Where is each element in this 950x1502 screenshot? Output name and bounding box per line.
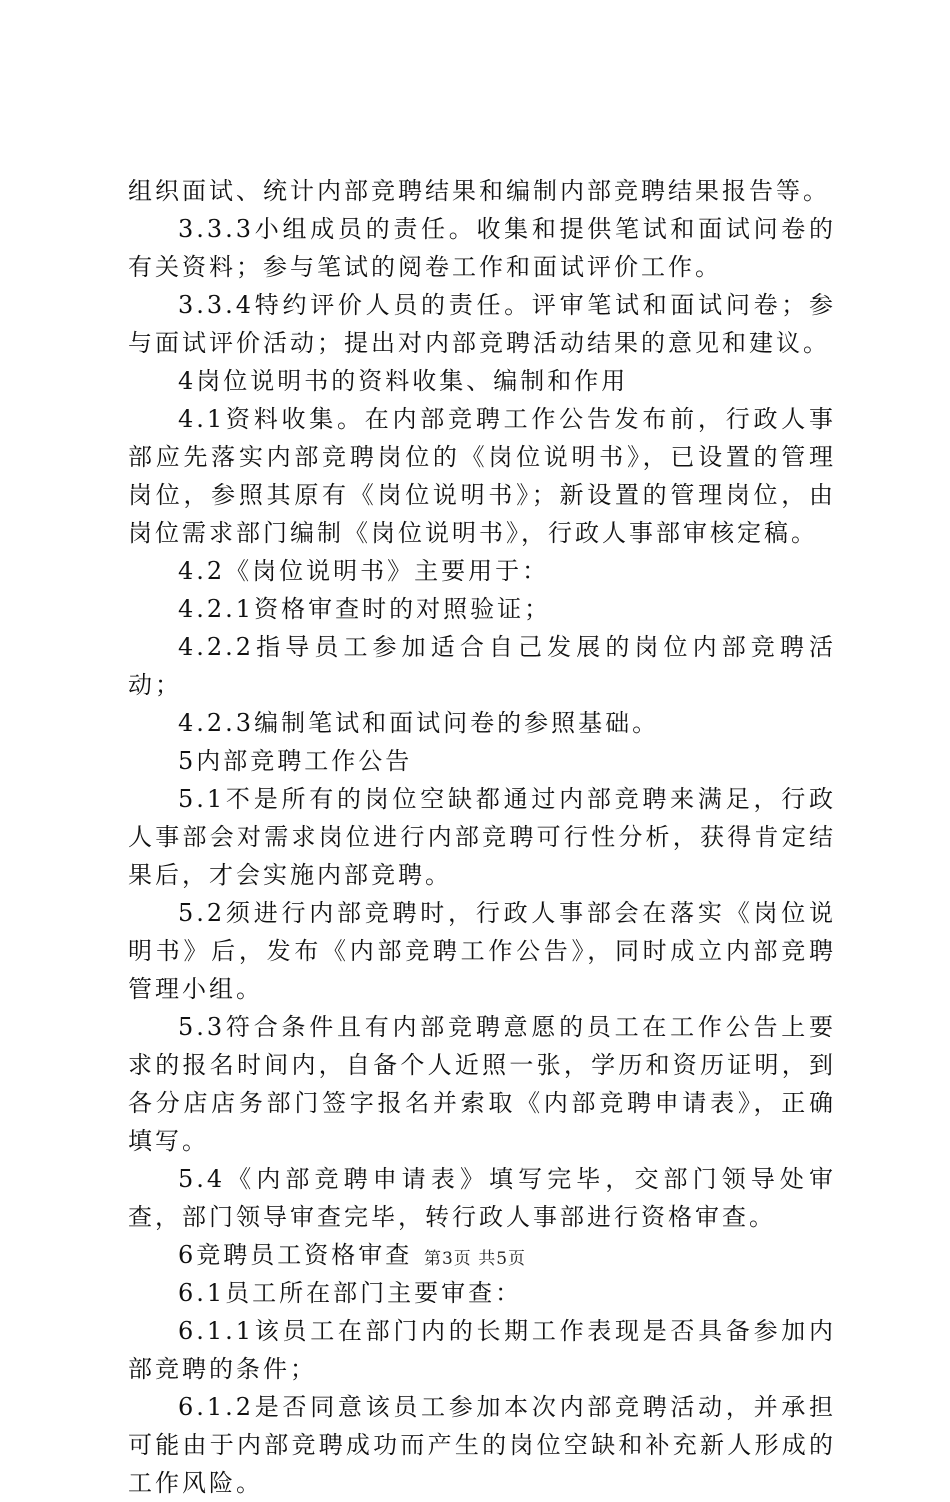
paragraph-5: 4.1资料收集。在内部竞聘工作公告发布前，行政人事部应先落实内部竞聘岗位的《岗位说明书》，已设置的管理岗位，参照其原有《岗位说明书》；新设置的管理岗位，由岗位需求部门编制《岗位说明书》，行政人事部审核定稿。 [128,405,836,547]
paragraph-3: 3.3.4特约评价人员的责任。评审笔试和面试问卷；参与面试评价活动；提出对内部竞聘活动结果的意见和建议。 [128,291,836,357]
paragraph-17: 6.1.1该员工在部门内的长期工作表现是否具备参加内部竞聘的条件； [128,1317,836,1383]
section-heading-5: 5内部竞聘工作公告 [178,747,413,775]
paragraph-14: 5.4《内部竞聘申请表》填写完毕，交部门领导处审查，部门领导审查完毕，转行政人事部进行资格审查。 [128,1165,836,1231]
paragraph-6: 4.2《岗位说明书》主要用于： [178,557,550,585]
paragraph-13: 5.3符合条件且有内部竞聘意愿的员工在工作公告上要求的报名时间内，自备个人近照一张，学历和资历证明，到各分店店务部门签字报名并索取《内部竞聘申请表》，正确填写。 [128,1013,836,1155]
section-heading-4: 4岗位说明书的资料收集、编制和作用 [178,367,629,395]
paragraph-8: 4.2.2指导员工参加适合自己发展的岗位内部竞聘活动； [128,633,836,699]
paragraph-7: 4.2.1资格审查时的对照验证； [178,595,552,623]
page-footer: 第3页 共5页 [423,1249,527,1269]
paragraph-16: 6.1员工所在部门主要审查： [178,1279,523,1307]
paragraph-11: 5.1不是所有的岗位空缺都通过内部竞聘来满足，行政人事部会对需求岗位进行内部竞聘可行性分析，获得肯定结果后，才会实施内部竞聘。 [128,785,836,889]
paragraph-12: 5.2须进行内部竞聘时，行政人事部会在落实《岗位说明书》后，发布《内部竞聘工作公告》，同时成立内部竞聘管理小组。 [128,899,836,1003]
paragraph-2: 3.3.3小组成员的责任。收集和提供笔试和面试问卷的有关资料；参与笔试的阅卷工作和面试评价工作。 [128,215,836,281]
section-heading-6: 6竞聘员工资格审查 [178,1241,413,1269]
paragraph-1: 组织面试、统计内部竞聘结果和编制内部竞聘结果报告等。 [128,177,830,205]
paragraph-9: 4.2.3编制笔试和面试问卷的参照基础。 [178,709,660,737]
paragraph-18: 6.1.2是否同意该员工参加本次内部竞聘活动，并承担可能由于内部竞聘成功而产生的岗位空缺和补充新人形成的工作风险。 [128,1393,836,1497]
document-body [128,172,836,1502]
